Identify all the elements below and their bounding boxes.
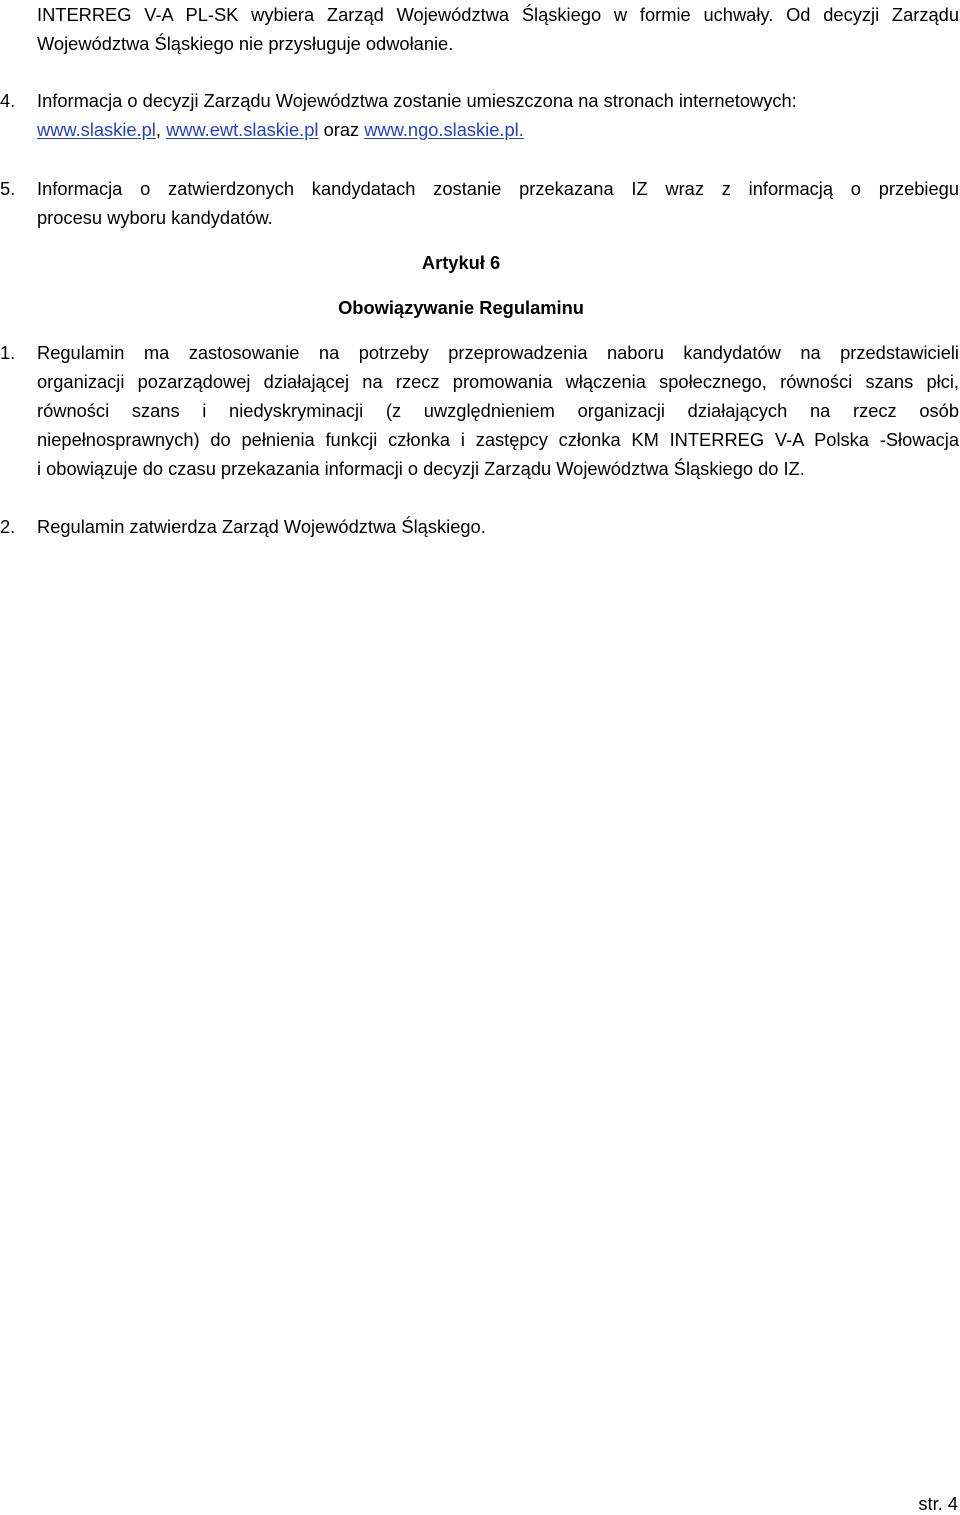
item-4-number: 4. xyxy=(0,90,16,111)
item-4-links-line xyxy=(37,115,524,144)
item-4-text: Informacja o decyzji Zarządu Województwa zostanie umieszczona na stronach internetowych: xyxy=(37,90,797,111)
article-title: Artykuł 6 xyxy=(421,252,501,273)
rule-2-text: Regulamin zatwierdza Zarząd Województwa Śląskiego. xyxy=(37,516,486,537)
intro-line-1: INTERREG V-A PL-SK wybiera Zarząd Województwa Śląskiego w formie uchwały. Od decyzji Zarządu xyxy=(37,4,959,25)
rule-1-line-1: Regulamin ma zastosowanie na potrzeby przeprowadzenia naboru kandydatów na przedstawicieli xyxy=(37,342,959,363)
page-number: str. 4 xyxy=(918,1493,958,1514)
link-ngo-slaskie[interactable]: www.ngo.slaskie.pl xyxy=(364,119,519,140)
rule-1-line-3: równości szans i niedyskryminacji (z uwzględnieniem organizacji działających na rzecz osób xyxy=(37,400,959,421)
item-4-end: . xyxy=(518,119,524,140)
link-slaskie[interactable]: www.slaskie.pl xyxy=(37,119,156,140)
rule-1-line-5: i obowiązuje do czasu przekazania informacji o decyzji Zarządu Województwa Śląskiego do IZ. xyxy=(37,458,805,479)
item-5-line-1: Informacja o zatwierdzonych kandydatach zostanie przekazana IZ wraz z informacją o przebiegu xyxy=(37,178,959,199)
item-5-number: 5. xyxy=(0,178,16,199)
article-subtitle: Obowiązywanie Regulaminu xyxy=(338,297,584,318)
rule-1-number: 1. xyxy=(0,342,16,363)
rule-1-line-2: organizacji pozarządowej działającej na rzecz promowania włączenia społecznego, równości szans płci, xyxy=(37,371,959,392)
rule-2-number: 2. xyxy=(0,516,16,537)
item-5-line-2: procesu wyboru kandydatów. xyxy=(37,207,273,228)
item-4-sep-2: oraz xyxy=(323,119,360,140)
rule-1-line-4: niepełnosprawnych) do pełnienia funkcji członka i zastępcy członka KM INTERREG V-A Polska -Słowacja xyxy=(37,429,959,450)
item-4-sep-1: , xyxy=(155,119,161,140)
intro-line-2: Województwa Śląskiego nie przysługuje odwołanie. xyxy=(37,33,454,54)
link-ewt-slaskie[interactable]: www.ewt.slaskie.pl xyxy=(166,119,319,140)
